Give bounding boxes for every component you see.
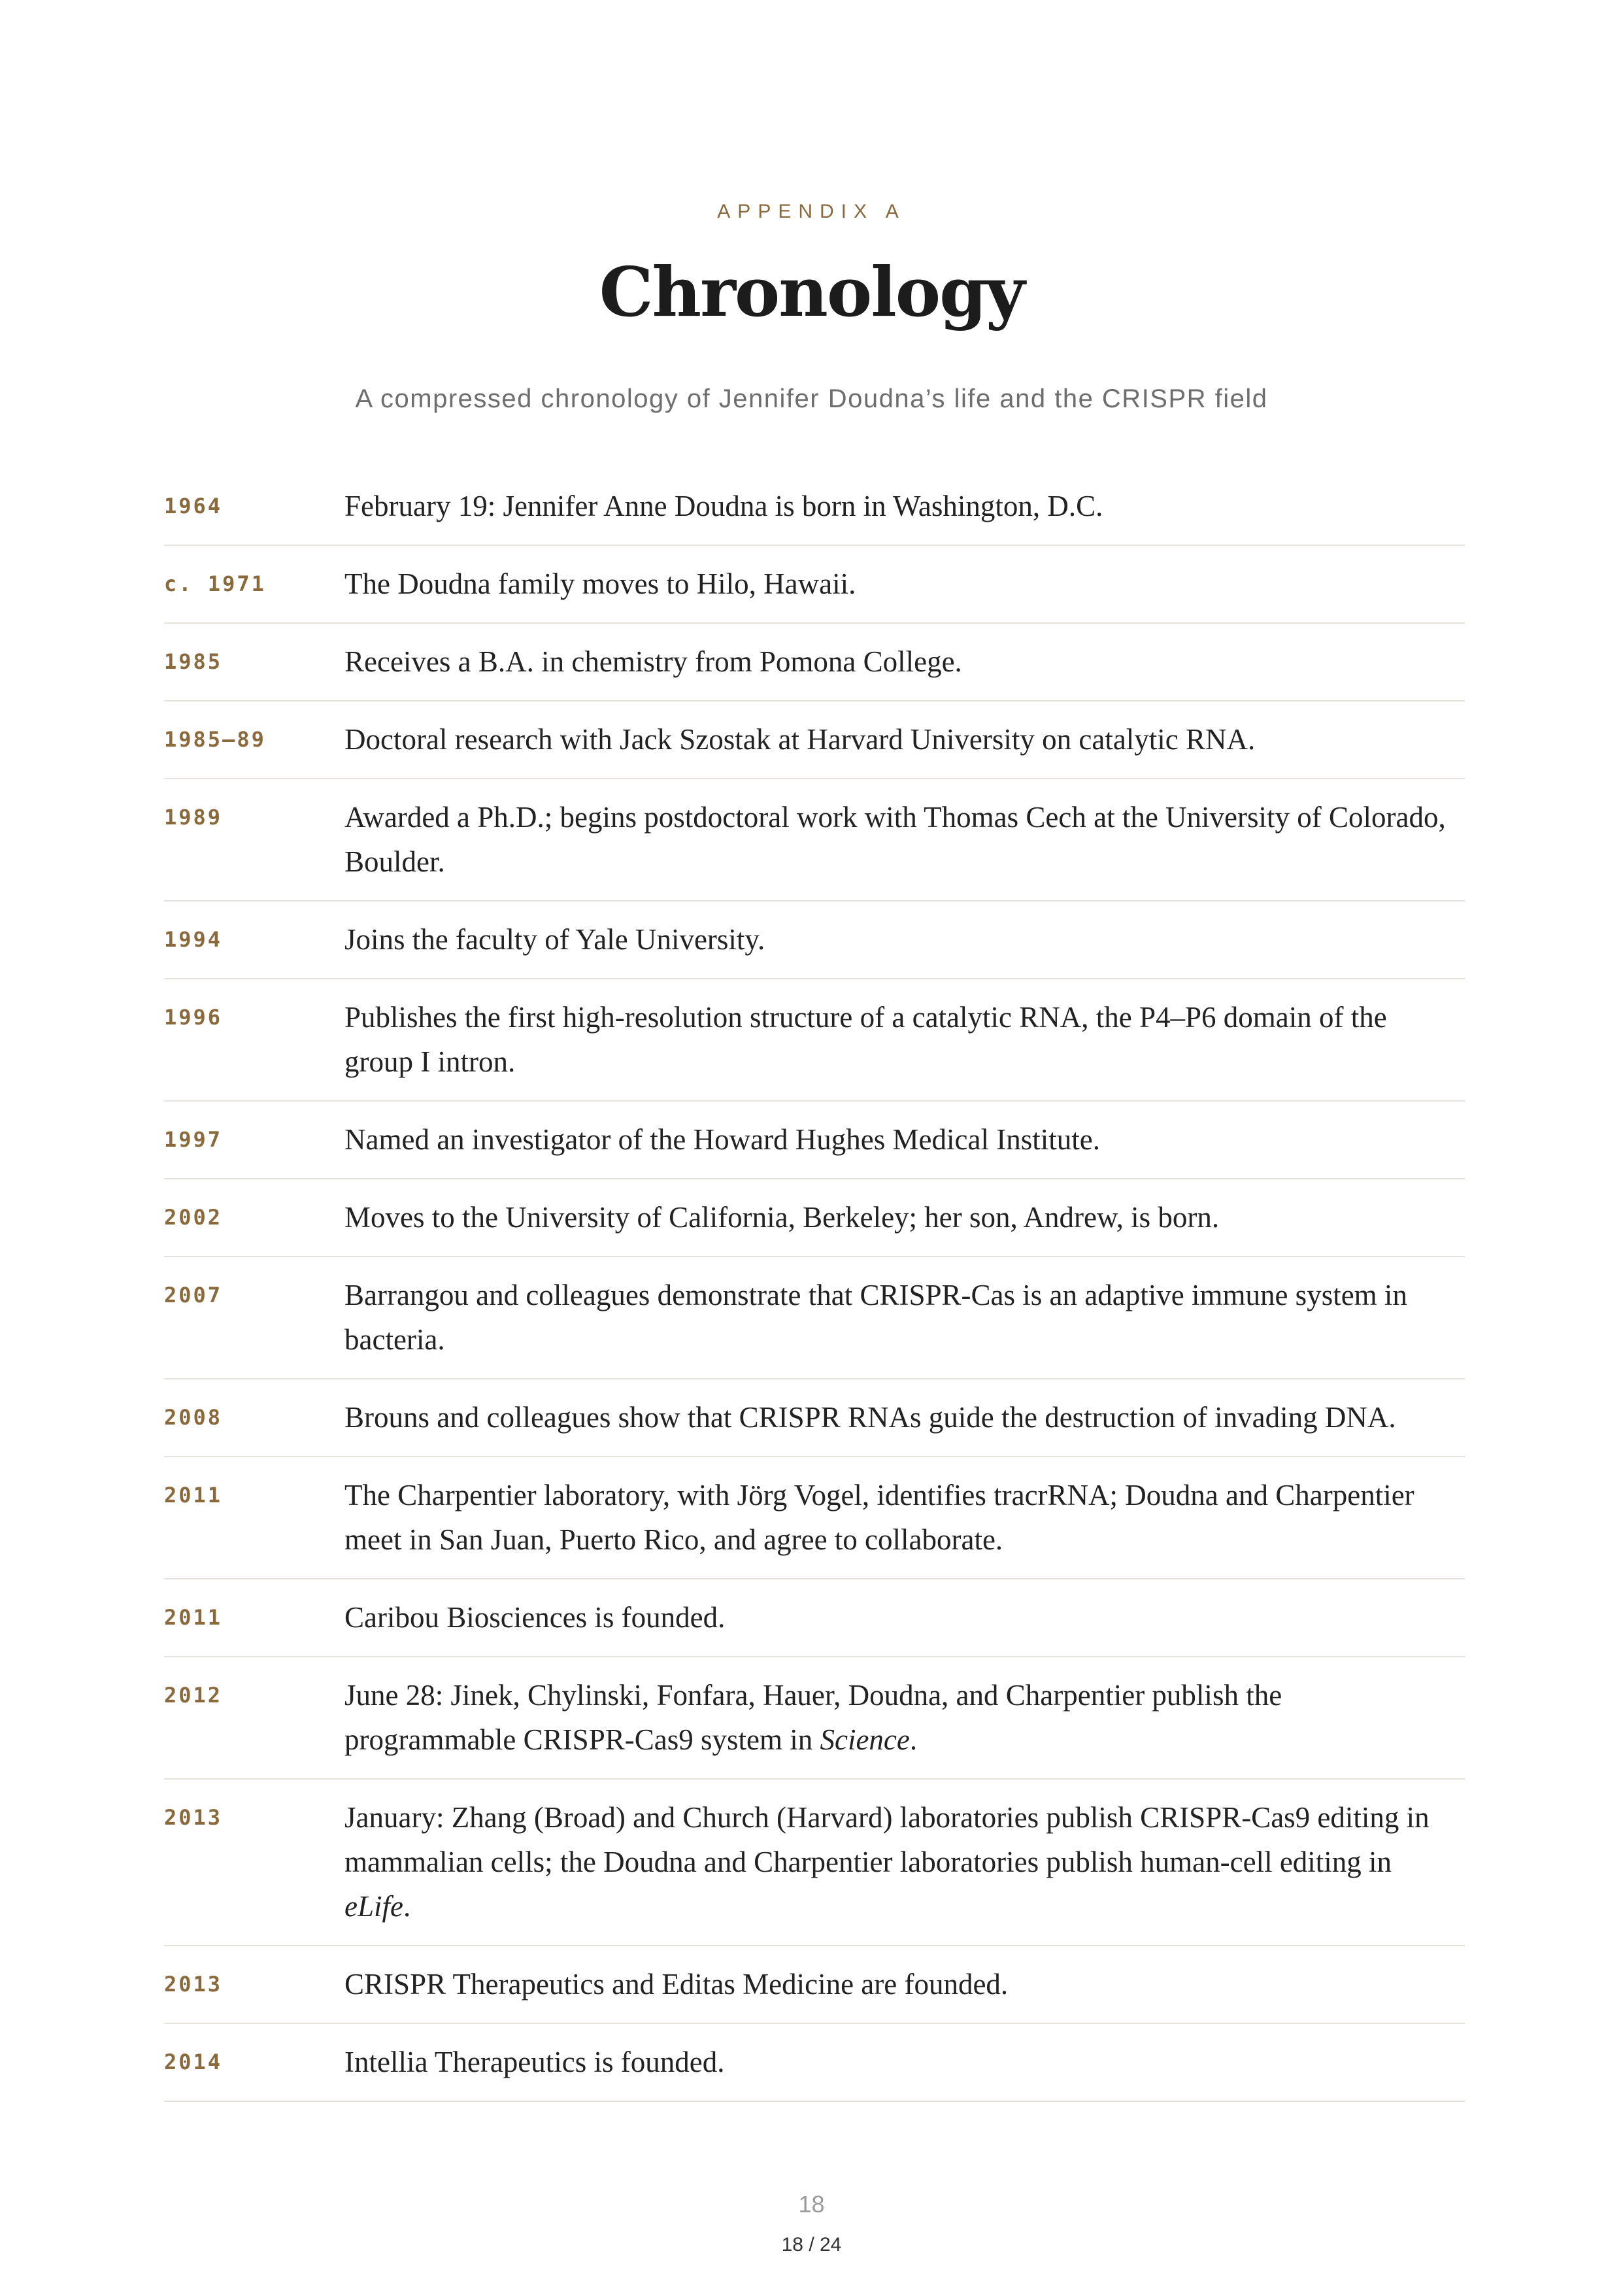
chronology-row <box>164 1379 1465 1457</box>
chronology-event <box>344 1962 1465 2006</box>
event-italic-text: eLife <box>344 1890 403 1923</box>
chronology-event <box>344 1795 1465 1929</box>
chronology-year: 2011 <box>164 1605 223 1630</box>
chronology-row <box>164 468 1465 546</box>
chronology-event <box>344 1273 1465 1362</box>
chronology-event <box>344 1473 1465 1562</box>
event-text: Intellia Therapeutics is founded. <box>344 2046 725 2078</box>
chronology-year: 1996 <box>164 1005 223 1030</box>
event-text: June 28: Jinek, Chylinski, Fonfara, Hauer, Doudna, and Charpentier publish the programmable CRISPR-Cas9 system in <box>344 1679 1282 1756</box>
chronology-event <box>344 562 1465 606</box>
chronology-row <box>164 1179 1465 1257</box>
page-subtitle: A compressed chronology of Jennifer Doudna’s life and the CRISPR field <box>355 384 1268 413</box>
chronology-event <box>344 1117 1465 1162</box>
event-text: Receives a B.A. in chemistry from Pomona College. <box>344 645 962 678</box>
chronology-year: 2007 <box>164 1283 223 1308</box>
chronology-event <box>344 639 1465 684</box>
chronology-event <box>344 1595 1465 1640</box>
chronology-row <box>164 1780 1465 1946</box>
event-text: Named an investigator of the Howard Hughes Medical Institute. <box>344 1123 1100 1156</box>
chronology-row <box>164 1102 1465 1179</box>
event-text: . <box>403 1890 411 1923</box>
event-italic-text: Science <box>820 1723 910 1756</box>
event-text: Caribou Biosciences is founded. <box>344 1601 726 1634</box>
chronology-event <box>344 1195 1465 1240</box>
chronology-year: 2008 <box>164 1405 223 1430</box>
chronology-row <box>164 1257 1465 1379</box>
chronology-event <box>344 917 1465 962</box>
page-number: 18 <box>798 2191 825 2218</box>
event-text: CRISPR Therapeutics and Editas Medicine are founded. <box>344 1968 1009 2001</box>
chronology-row <box>164 701 1465 779</box>
chronology-event <box>344 795 1465 884</box>
page-count-indicator: 18 / 24 <box>781 2234 842 2255</box>
chronology-list <box>164 468 1465 2102</box>
chronology-row <box>164 1657 1465 1780</box>
chronology-row <box>164 979 1465 1102</box>
event-text: Barrangou and colleagues demonstrate that CRISPR-Cas is an adaptive immune system in bacteria. <box>344 1279 1407 1356</box>
chronology-year: 1964 <box>164 494 223 518</box>
page-title: Chronology <box>599 252 1024 332</box>
event-text: The Charpentier laboratory, with Jörg Vogel, identifies tracrRNA; Doudna and Charpentier meet in San Juan, Puerto Rico, and agree to collaborate. <box>344 1479 1414 1556</box>
chronology-year: 1985 <box>164 649 223 674</box>
event-text: Joins the faculty of Yale University. <box>344 923 765 956</box>
chronology-row <box>164 1579 1465 1657</box>
event-text: The Doudna family moves to Hilo, Hawaii. <box>344 567 856 600</box>
event-text: Doctoral research with Jack Szostak at Harvard University on catalytic RNA. <box>344 723 1256 756</box>
chronology-row <box>164 779 1465 902</box>
event-text: February 19: Jennifer Anne Doudna is born in Washington, D.C. <box>344 490 1103 522</box>
chronology-event <box>344 717 1465 762</box>
chronology-year: 1985–89 <box>164 727 266 752</box>
chronology-event <box>344 484 1465 528</box>
chronology-row <box>164 1946 1465 2024</box>
chronology-event <box>344 995 1465 1084</box>
chronology-year: 2011 <box>164 1483 223 1508</box>
chronology-year: c. 1971 <box>164 571 266 596</box>
event-text: Brouns and colleagues show that CRISPR RNAs guide the destruction of invading DNA. <box>344 1401 1396 1434</box>
chronology-year: 1994 <box>164 927 223 952</box>
chronology-row <box>164 902 1465 979</box>
chronology-row <box>164 546 1465 624</box>
chronology-event <box>344 1673 1465 1762</box>
chronology-event <box>344 2040 1465 2084</box>
appendix-label: APPENDIX A <box>717 201 906 222</box>
chronology-row <box>164 624 1465 701</box>
chronology-year: 2002 <box>164 1205 223 1230</box>
event-text: Awarded a Ph.D.; begins postdoctoral work with Thomas Cech at the University of Colorado, Boulder. <box>344 801 1446 878</box>
chronology-row <box>164 2024 1465 2102</box>
event-text: . <box>909 1723 918 1756</box>
chronology-year: 2014 <box>164 2050 223 2074</box>
event-text: Moves to the University of California, Berkeley; her son, Andrew, is born. <box>344 1201 1220 1234</box>
chronology-row <box>164 1457 1465 1579</box>
chronology-year: 2013 <box>164 1805 223 1830</box>
chronology-year: 1997 <box>164 1127 223 1152</box>
event-text: Publishes the first high-resolution structure of a catalytic RNA, the P4–P6 domain of the group I intron. <box>344 1001 1387 1078</box>
event-text: January: Zhang (Broad) and Church (Harvard) laboratories publish CRISPR-Cas9 editing in mammalian cells; the Doudna and Charpentier laboratories publish human-cell editing in <box>344 1801 1430 1878</box>
chronology-year: 1989 <box>164 805 223 830</box>
chronology-year: 2012 <box>164 1683 223 1708</box>
chronology-year: 2013 <box>164 1972 223 1997</box>
chronology-event <box>344 1395 1465 1440</box>
